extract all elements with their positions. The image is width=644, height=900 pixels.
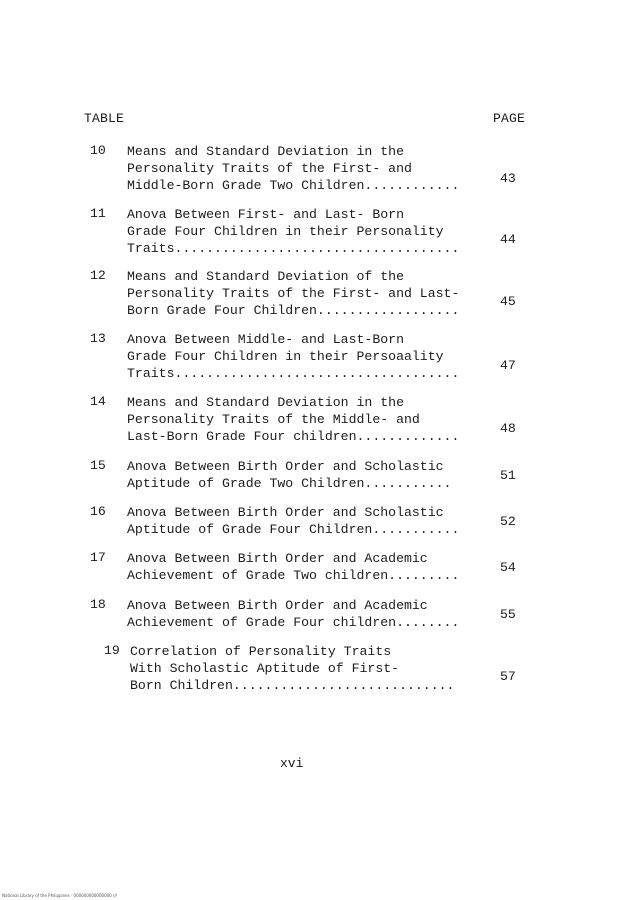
table-number: 10	[90, 143, 106, 158]
entry-title	[127, 268, 477, 319]
table-number: 17	[90, 550, 106, 565]
entry-line: Traits....................................	[127, 366, 460, 381]
table-number: 18	[90, 597, 106, 612]
page-column-header: PAGE	[493, 111, 526, 126]
entry-line: Middle-Born Grade Two Children............	[127, 178, 460, 193]
page-number: 55	[500, 607, 516, 622]
entry-title	[127, 206, 477, 257]
entry-line: Anova Between Birth Order and Scholastic	[127, 459, 444, 474]
page-number: 44	[500, 232, 516, 247]
entry-title	[127, 550, 477, 584]
table-number: 14	[90, 394, 106, 409]
table-number: 12	[90, 268, 106, 283]
page-number: 52	[500, 514, 516, 529]
entry-line: Means and Standard Deviation in the	[127, 144, 404, 159]
entry-line: Traits....................................	[127, 241, 460, 256]
entry-title	[130, 643, 480, 694]
entry-line: Anova Between Birth Order and Academic	[127, 551, 428, 566]
entry-line: Anova Between First- and Last- Born	[127, 207, 404, 222]
entry-line: Achievement of Grade Two children.........	[127, 568, 460, 583]
table-number: 19	[104, 643, 120, 658]
entry-title	[127, 458, 477, 492]
table-number: 15	[90, 458, 106, 473]
entry-line: Anova Between Birth Order and Academic	[127, 598, 428, 613]
entry-line: Personality Traits of the First- and Last-	[127, 286, 460, 301]
table-column-header: TABLE	[84, 111, 125, 126]
entry-title	[127, 597, 477, 631]
entry-line: Personality Traits of the First- and	[127, 161, 412, 176]
entry-line: Anova Between Birth Order and Scholastic	[127, 505, 444, 520]
entry-line: With Scholastic Aptitude of First-	[130, 661, 400, 676]
entry-line: Achievement of Grade Four children........	[127, 615, 460, 630]
entry-line: Aptitude of Grade Two Children...........	[127, 476, 452, 491]
page-number: 48	[500, 421, 516, 436]
page-number: 45	[500, 294, 516, 309]
entry-line: Means and Standard Deviation of the	[127, 269, 404, 284]
page-number: 51	[500, 468, 516, 483]
entry-line: Means and Standard Deviation in the	[127, 395, 404, 410]
entry-line: Last-Born Grade Four children.............	[127, 429, 460, 444]
table-number: 16	[90, 504, 106, 519]
entry-line: Born Children............................	[130, 678, 455, 693]
entry-title	[127, 143, 477, 194]
entry-line: Aptitude of Grade Four Children...........	[127, 522, 460, 537]
page-number: 54	[500, 560, 516, 575]
entry-line: Grade Four Children in their Personality	[127, 224, 444, 239]
entry-line: Grade Four Children in their Persoaality	[127, 349, 444, 364]
entry-line: Correlation of Personality Traits	[130, 644, 392, 659]
microfilm-label: National Library of the Philippines · 000000000000000 ///	[2, 893, 118, 898]
entry-title	[127, 394, 477, 445]
table-number: 13	[90, 331, 106, 346]
entry-line: Born Grade Four Children..................	[127, 303, 460, 318]
page-number: 57	[500, 669, 516, 684]
table-number: 11	[90, 206, 106, 221]
page-number: 43	[500, 171, 516, 186]
entry-line: Anova Between Middle- and Last-Born	[127, 332, 404, 347]
page-number: 47	[500, 358, 516, 373]
folio-page-number: xvi	[280, 756, 304, 771]
entry-title	[127, 504, 477, 538]
entry-line: Personality Traits of the Middle- and	[127, 412, 420, 427]
entry-title	[127, 331, 477, 382]
